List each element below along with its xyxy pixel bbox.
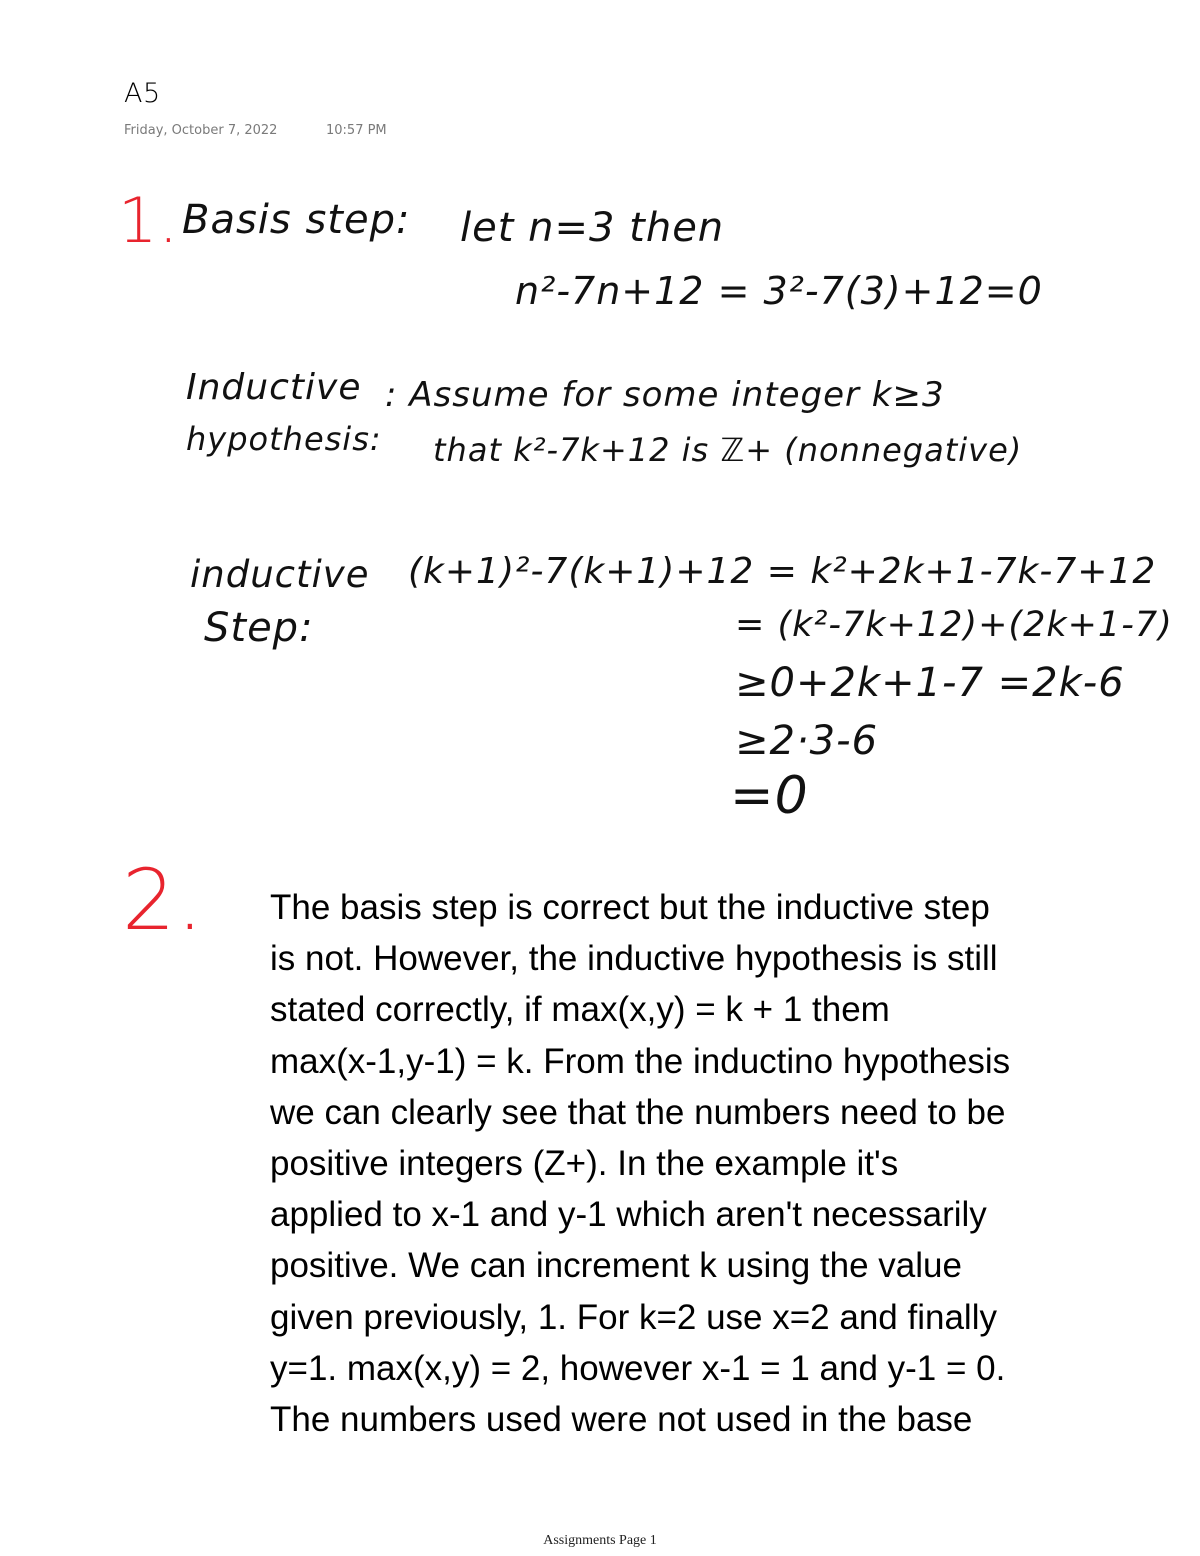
answer-line: applied to x-1 and y-1 which aren't necessarily bbox=[270, 1195, 987, 1235]
hypothesis-text-line1: : Assume for some integer k≥3 bbox=[385, 375, 945, 415]
answer-line: is not. However, the inductive hypothesis is still bbox=[270, 939, 998, 979]
inductive-step-line: ≥0+2k+1-7 =2k-6 bbox=[735, 660, 1125, 706]
hypothesis-label-line1: Inductive bbox=[186, 367, 362, 408]
answer-line: positive. We can increment k using the value bbox=[270, 1246, 962, 1286]
inductive-step-line: =0 bbox=[730, 766, 809, 826]
answer-line: max(x-1,y-1) = k. From the inductino hypothesis bbox=[270, 1041, 1011, 1081]
basis-step-label: Basis step: bbox=[182, 197, 411, 243]
answer-line: given previously, 1. For k=2 use x=2 and finally bbox=[270, 1297, 997, 1337]
answer-line: The numbers used were not used in the base bbox=[270, 1400, 973, 1440]
problem-1-number: 1. bbox=[118, 184, 180, 257]
page-title: A5 bbox=[124, 78, 161, 109]
answer-line: The basis step is correct but the inductive step bbox=[270, 888, 990, 927]
answer-line: stated correctly, if max(x,y) = k + 1 them bbox=[270, 990, 890, 1030]
basis-equation: n²-7n+12 = 3²-7(3)+12=0 bbox=[515, 269, 1043, 313]
hypothesis-text-line2: that k²-7k+12 is ℤ+ (nonnegative) bbox=[433, 431, 1023, 469]
answer-line: positive integers (Z+). In the example it's bbox=[270, 1144, 899, 1184]
inductive-step-line: = (k²-7k+12)+(2k+1-7) bbox=[735, 605, 1173, 645]
inductive-step-label-line1: inductive bbox=[190, 553, 370, 596]
answer-line: y=1. max(x,y) = 2, however x-1 = 1 and y-1 = 0. bbox=[270, 1348, 1006, 1388]
page-footer: Assignments Page 1 bbox=[543, 1533, 657, 1548]
basis-step-text: let n=3 then bbox=[460, 205, 725, 251]
inductive-step-line: (k+1)²-7(k+1)+12 = k²+2k+1-7k-7+12 bbox=[408, 551, 1157, 592]
hypothesis-label-line2: hypothesis: bbox=[186, 420, 382, 458]
page-date: Friday, October 7, 2022 bbox=[124, 123, 278, 138]
inductive-step-label-line2: Step: bbox=[204, 605, 314, 651]
page-time: 10:57 PM bbox=[326, 123, 387, 138]
inductive-step-line: ≥2·3-6 bbox=[735, 718, 879, 764]
problem-2-answer bbox=[270, 882, 1100, 1445]
problem-2-number: 2. bbox=[122, 851, 205, 949]
answer-line: we can clearly see that the numbers need to be bbox=[270, 1092, 1006, 1132]
